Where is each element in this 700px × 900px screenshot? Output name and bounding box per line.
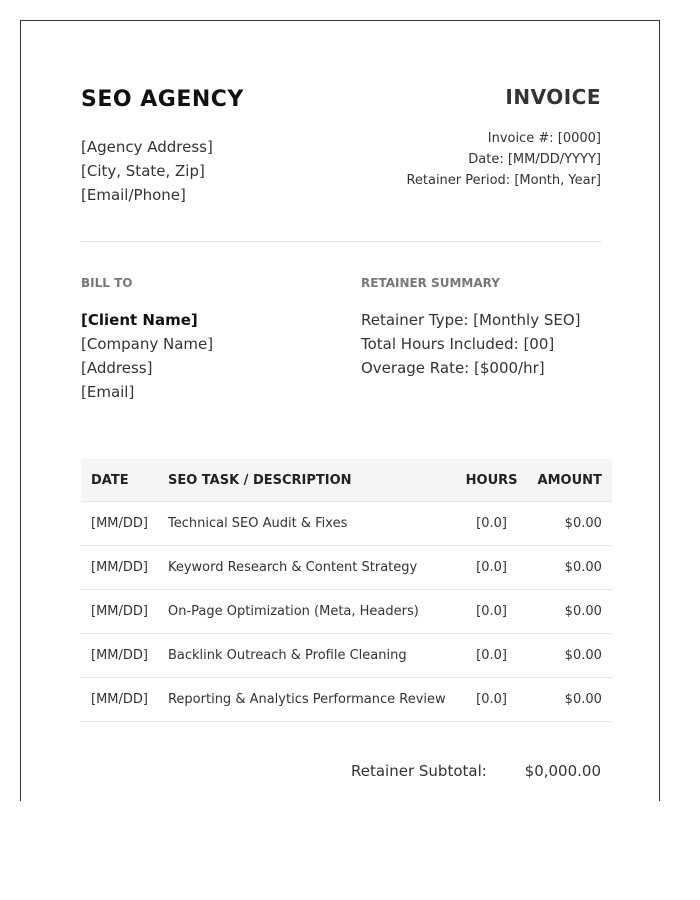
retainer-summary-block xyxy=(361,308,581,380)
client-email: [Email] xyxy=(81,383,135,401)
row-description: On-Page Optimization (Meta, Headers) xyxy=(158,590,456,634)
subtotal-label: Retainer Subtotal: xyxy=(351,762,487,780)
row-date: [MM/DD] xyxy=(81,678,158,722)
table-row xyxy=(81,590,612,634)
header-divider xyxy=(81,241,601,242)
row-description: Technical SEO Audit & Fixes xyxy=(158,502,456,546)
invoice-title: INVOICE xyxy=(505,85,601,109)
row-date: [MM/DD] xyxy=(81,590,158,634)
table-row xyxy=(81,678,612,722)
retainer-overage-rate: Overage Rate: [$000/hr] xyxy=(361,359,545,377)
invoice-retainer-period: Retainer Period: [Month, Year] xyxy=(406,173,601,188)
agency-email-phone: [Email/Phone] xyxy=(81,186,186,204)
client-address: [Address] xyxy=(81,359,153,377)
table-header-row xyxy=(81,459,612,502)
agency-address: [Agency Address] xyxy=(81,138,213,156)
line-items-table xyxy=(81,459,612,722)
bill-to-block xyxy=(81,308,213,404)
row-hours: [0.0] xyxy=(456,546,528,590)
invoice-number: Invoice #: [0000] xyxy=(487,131,601,146)
agency-city-state-zip: [City, State, Zip] xyxy=(81,162,205,180)
row-amount: $0.00 xyxy=(528,546,612,590)
subtotal-value: $0,000.00 xyxy=(524,762,601,780)
row-hours: [0.0] xyxy=(456,502,528,546)
row-date: [MM/DD] xyxy=(81,634,158,678)
row-amount: $0.00 xyxy=(528,590,612,634)
row-date: [MM/DD] xyxy=(81,502,158,546)
retainer-summary-label: RETAINER SUMMARY xyxy=(361,276,500,290)
invoice-date: Date: [MM/DD/YYYY] xyxy=(468,152,601,167)
row-hours: [0.0] xyxy=(456,678,528,722)
table-row xyxy=(81,502,612,546)
agency-name: SEO AGENCY xyxy=(81,87,244,112)
row-date: [MM/DD] xyxy=(81,546,158,590)
column-header-date: DATE xyxy=(81,459,158,502)
column-header-hours: HOURS xyxy=(456,459,528,502)
row-description: Reporting & Analytics Performance Review xyxy=(158,678,456,722)
row-hours: [0.0] xyxy=(456,590,528,634)
column-header-amount: AMOUNT xyxy=(528,459,612,502)
invoice-document xyxy=(20,20,660,801)
client-name: [Client Name] xyxy=(81,311,198,329)
retainer-hours-included: Total Hours Included: [00] xyxy=(361,335,555,353)
invoice-meta-block xyxy=(406,128,601,191)
column-header-description: SEO TASK / DESCRIPTION xyxy=(158,459,456,502)
row-hours: [0.0] xyxy=(456,634,528,678)
agency-contact-block xyxy=(81,135,213,207)
row-description: Backlink Outreach & Profile Cleaning xyxy=(158,634,456,678)
bill-to-label: BILL TO xyxy=(81,276,133,290)
retainer-type: Retainer Type: [Monthly SEO] xyxy=(361,311,581,329)
row-amount: $0.00 xyxy=(528,678,612,722)
company-name: [Company Name] xyxy=(81,335,214,353)
table-row xyxy=(81,634,612,678)
row-amount: $0.00 xyxy=(528,502,612,546)
row-amount: $0.00 xyxy=(528,634,612,678)
row-description: Keyword Research & Content Strategy xyxy=(158,546,456,590)
table-row xyxy=(81,546,612,590)
